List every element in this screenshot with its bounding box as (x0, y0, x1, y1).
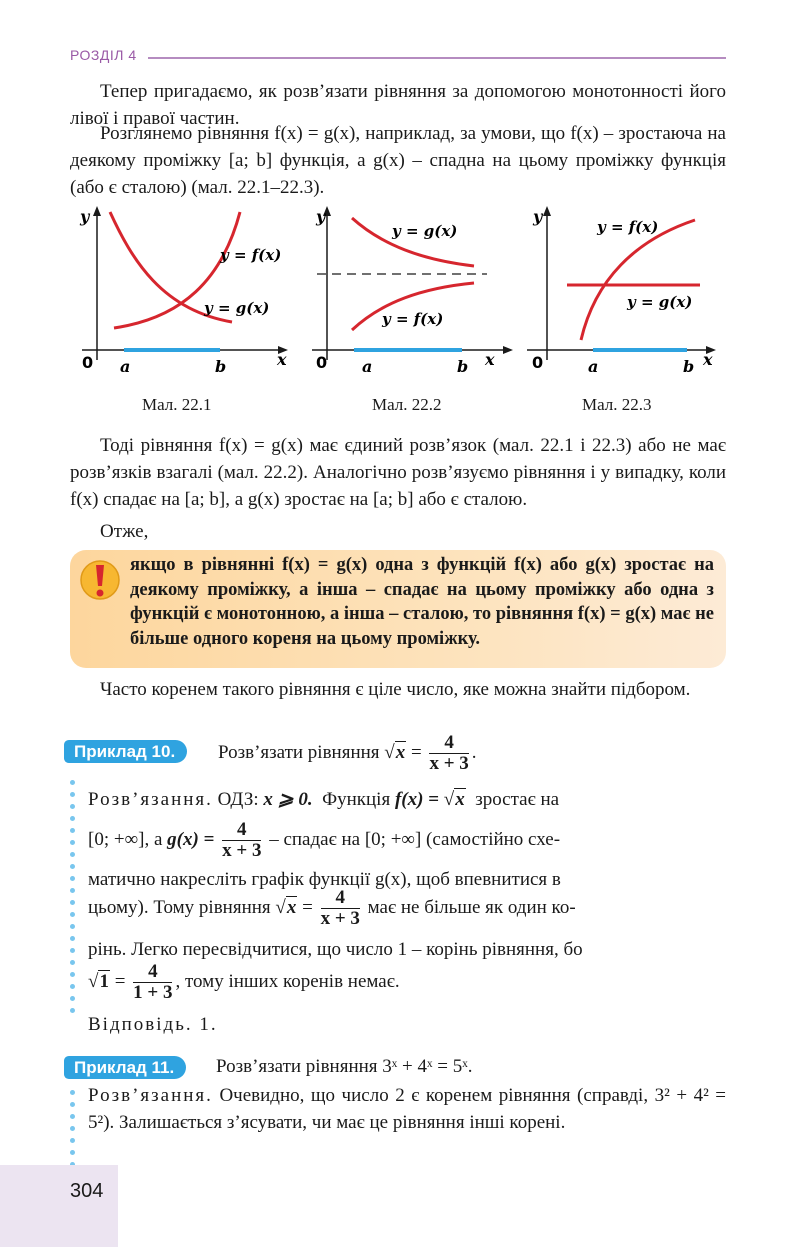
therefore-word: Отже, (100, 521, 149, 542)
example-11-solution: Розв’язання. Очевидно, що число 2 є коренем рівняння (справді, 3² + 4² = 5²). Залишається з’ясувати, чи має це рівняння інші корені. (88, 1085, 727, 1133)
fraction: $\frac{4}{x + 3}$ (429, 732, 469, 774)
example-10-heading (64, 742, 187, 762)
solution-line-2: [0; +∞], а g(x) = $\frac{4}{x + 3}$ – спадає на [0; +∞] (самостійно схе- (88, 819, 561, 861)
g-curve-label: y = g(x) (204, 299, 270, 317)
exclamation-icon (78, 556, 122, 604)
sqrt-expression: √x (384, 741, 406, 763)
origin-label: 0 (82, 353, 94, 372)
origin-label: 0 (316, 353, 328, 372)
page-number: 304 (70, 1180, 104, 1202)
intro-paragraph-1: Тепер пригадаємо, як розв’язати рівняння за допомогою монотонності його лівої і правої частин. (70, 81, 726, 129)
example-11-task: Розв’язати рівняння 3ˣ + 4ˣ = 5ˣ. (216, 1056, 473, 1077)
b-label: b (683, 357, 695, 376)
after-figure-paragraph: Тоді рівняння f(x) = g(x) має єдиний розв’язок (мал. 22.1 і 22.3) або не має розв’язків взагалі (мал. 22.2). Аналогічно розв’язуємо рівняння і у випадку, коли f(x) спадає на [a; b], а g(x) зростає на [a; b] або є сталою. (70, 435, 726, 510)
y-axis-label: y (80, 207, 90, 226)
example-10-badge: Приклад 10. (64, 740, 187, 763)
a-label: a (362, 357, 373, 376)
header-divider (148, 57, 726, 59)
rule-text: якщо в рівнянні f(x) = g(x) одна з функцій f(x) або g(x) зростає на деякому проміжку, а інша – спадає на цьому проміжку або одна з функцій є монотонною, а інша – сталою, то рівняння f(x) = g(x) має не більше одного кореня на цьому проміжку. (130, 555, 714, 649)
y-axis-label: y (533, 207, 543, 226)
caption-22-3: Мал. 22.3 (582, 395, 652, 414)
after-rule-paragraph: Часто коренем такого рівняння є ціле число, яке можна знайти підбором. (100, 679, 691, 700)
b-label: b (215, 357, 227, 376)
a-label: a (588, 357, 599, 376)
x-axis-label: x (703, 350, 713, 369)
y-axis-label: y (316, 207, 326, 226)
page-corner (0, 1165, 118, 1247)
task-text: Розв’язати рівняння (218, 741, 380, 763)
a-label: a (120, 357, 131, 376)
solution-line-3: матично накресліть графік функції g(x), щоб впевнитися в (88, 869, 561, 890)
solution-line-1: Розв’язання. ОДЗ: x ⩾ 0. Функція f(x) = √x зростає на (88, 789, 560, 810)
intro-paragraph-2: Розглянемо рівняння f(x) = g(x), наприклад, за умови, що f(x) – зростаюча на деякому проміжку [a; b] функція, а g(x) – спадна на цьому проміжку функція (або є сталою) (мал. 22.1–22.3). (70, 123, 726, 198)
b-label: b (457, 357, 469, 376)
example-10-task: Розв’язати рівняння √x = $\frac{4}{x + 3}$ . (218, 732, 477, 774)
solution-line-4: цьому). Тому рівняння √x = $\frac{4}{x + 3}$ має не більше як один ко- (88, 887, 576, 929)
origin-label: 0 (532, 353, 544, 372)
f-curve-label: y = f(x) (597, 218, 659, 236)
example-10-dot-line (70, 780, 76, 1020)
figure-22-1 (72, 200, 297, 395)
example-10-answer: Відповідь. 1. (88, 1014, 218, 1035)
solution-line-6: √1 = $\frac{4}{1 + 3}$ , тому інших коренів немає. (88, 961, 400, 1003)
example-11-dot-line (70, 1090, 76, 1174)
caption-22-2: Мал. 22.2 (372, 395, 442, 414)
figure-22-3 (515, 200, 730, 395)
figure-22-2 (302, 200, 527, 395)
caption-22-1: Мал. 22.1 (142, 395, 212, 414)
f-curve-label: y = f(x) (382, 310, 444, 328)
solution-line-5: рінь. Легко пересвідчитися, що число 1 – корінь рівняння, бо (88, 939, 583, 960)
x-axis-label: x (485, 350, 495, 369)
g-curve-label: y = g(x) (627, 293, 693, 311)
section-label: РОЗДІЛ 4 (70, 47, 137, 63)
example-11-badge: Приклад 11. (64, 1056, 186, 1079)
x-axis-label: x (277, 350, 287, 369)
example-11-heading (64, 1058, 186, 1078)
g-curve-label: y = g(x) (392, 222, 458, 240)
f-curve-label: y = f(x) (220, 246, 282, 264)
